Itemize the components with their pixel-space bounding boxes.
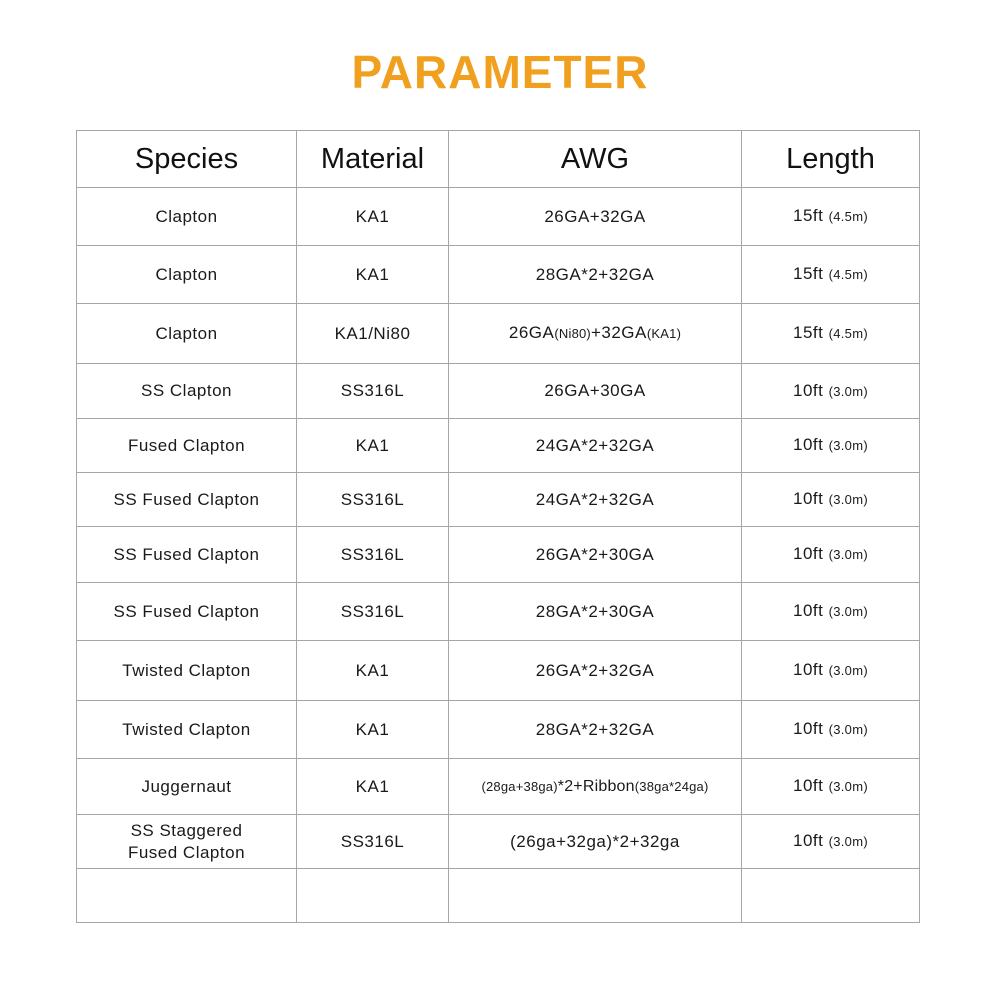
cell-length — [742, 759, 920, 815]
species-line: SS Staggered — [130, 820, 243, 840]
length-feet: 10ft — [793, 831, 824, 850]
cell-species: Fused Clapton — [77, 419, 297, 473]
length-feet: 15ft — [793, 323, 824, 342]
cell-awg — [449, 583, 742, 641]
awg-segment: (26ga+32ga)*2+32ga — [510, 831, 680, 851]
length-metric: (3.0m) — [828, 438, 868, 453]
cell-species: Twisted Clapton — [77, 701, 297, 759]
parameter-table — [76, 130, 920, 923]
table-row — [77, 815, 920, 869]
cell-length — [742, 246, 920, 304]
cell-species: Clapton — [77, 304, 297, 364]
awg-segment: 26GA*2+30GA — [535, 544, 655, 564]
cell-awg — [449, 759, 742, 815]
cell-material: SS316L — [297, 815, 449, 869]
table-row — [77, 473, 920, 527]
length-metric: (3.0m) — [828, 663, 868, 678]
length-metric: (4.5m) — [828, 267, 868, 282]
cell-species: Clapton — [77, 188, 297, 246]
awg-segment: +32GA — [590, 323, 647, 342]
awg-segment: (38ga*24ga) — [634, 779, 709, 794]
table-header-row — [77, 131, 920, 188]
cell-species: Twisted Clapton — [77, 641, 297, 701]
table-row — [77, 701, 920, 759]
cell-length — [742, 419, 920, 473]
cell-species: SS Fused Clapton — [77, 473, 297, 527]
length-metric: (3.0m) — [828, 604, 868, 619]
awg-segment: 26GA*2+32GA — [535, 660, 655, 680]
cell-material: KA1 — [297, 641, 449, 701]
table-row — [77, 759, 920, 815]
length-feet: 15ft — [793, 206, 824, 225]
cell-awg — [449, 364, 742, 419]
length-metric: (3.0m) — [828, 547, 868, 562]
cell-awg — [449, 701, 742, 759]
cell-material: SS316L — [297, 473, 449, 527]
awg-segment: (KA1) — [646, 326, 682, 341]
cell-awg — [449, 419, 742, 473]
length-feet: 10ft — [793, 489, 824, 508]
cell-length — [742, 527, 920, 583]
cell-length — [742, 869, 920, 923]
length-feet: 10ft — [793, 660, 824, 679]
header-length: Length — [742, 131, 920, 188]
cell-awg — [449, 188, 742, 246]
awg-segment: 26GA+30GA — [544, 381, 646, 400]
cell-length — [742, 701, 920, 759]
table-row — [77, 869, 920, 923]
cell-material: SS316L — [297, 364, 449, 419]
awg-segment: *2+Ribbon — [557, 778, 635, 795]
cell-material: KA1 — [297, 701, 449, 759]
cell-species: Clapton — [77, 246, 297, 304]
cell-length — [742, 473, 920, 527]
awg-segment: 24GA*2+32GA — [535, 489, 655, 509]
cell-species — [77, 815, 297, 869]
awg-segment: 24GA*2+32GA — [535, 435, 655, 455]
cell-species: SS Clapton — [77, 364, 297, 419]
table-body — [77, 188, 920, 923]
cell-material: KA1 — [297, 188, 449, 246]
header-awg: AWG — [449, 131, 742, 188]
cell-material: KA1/Ni80 — [297, 304, 449, 364]
length-metric: (4.5m) — [828, 209, 868, 224]
awg-segment: 28GA*2+30GA — [535, 601, 655, 621]
table-row — [77, 304, 920, 364]
header-material: Material — [297, 131, 449, 188]
cell-awg — [449, 304, 742, 364]
cell-material: KA1 — [297, 419, 449, 473]
length-feet: 10ft — [793, 776, 824, 795]
cell-material — [297, 869, 449, 923]
length-metric: (3.0m) — [828, 383, 868, 399]
cell-species: SS Fused Clapton — [77, 527, 297, 583]
cell-awg — [449, 246, 742, 304]
length-metric: (3.0m) — [828, 492, 868, 507]
table-row — [77, 246, 920, 304]
length-feet: 10ft — [793, 601, 824, 620]
table-row — [77, 364, 920, 419]
length-feet: 10ft — [793, 544, 824, 563]
length-metric: (4.5m) — [828, 326, 868, 341]
cell-awg — [449, 815, 742, 869]
table-row — [77, 527, 920, 583]
table-row — [77, 188, 920, 246]
length-metric: (3.0m) — [828, 722, 868, 737]
awg-segment: 26GA — [508, 323, 555, 342]
cell-awg — [449, 527, 742, 583]
cell-length — [742, 641, 920, 701]
table-row — [77, 641, 920, 701]
species-line: Fused Clapton — [127, 842, 246, 862]
length-feet: 10ft — [793, 435, 824, 454]
header-species: Species — [77, 131, 297, 188]
awg-segment: (28ga+38ga) — [481, 779, 558, 794]
length-metric: (3.0m) — [828, 834, 868, 849]
awg-segment: (Ni80) — [554, 326, 591, 341]
length-feet: 10ft — [793, 719, 824, 738]
cell-species — [77, 869, 297, 923]
cell-awg — [449, 641, 742, 701]
length-feet: 10ft — [793, 380, 824, 400]
table-row — [77, 583, 920, 641]
awg-segment: 28GA*2+32GA — [535, 719, 655, 739]
cell-material: KA1 — [297, 246, 449, 304]
table-row — [77, 419, 920, 473]
cell-length — [742, 364, 920, 419]
cell-awg — [449, 869, 742, 923]
awg-segment: 26GA+32GA — [544, 206, 646, 226]
cell-length — [742, 583, 920, 641]
cell-material: KA1 — [297, 759, 449, 815]
page-title: PARAMETER — [351, 46, 649, 98]
length-metric: (3.0m) — [828, 779, 868, 794]
length-feet: 15ft — [793, 264, 824, 283]
cell-length — [742, 815, 920, 869]
cell-species: SS Fused Clapton — [77, 583, 297, 641]
cell-material: SS316L — [297, 527, 449, 583]
cell-length — [742, 188, 920, 246]
cell-material: SS316L — [297, 583, 449, 641]
cell-species: Juggernaut — [77, 759, 297, 815]
cell-length — [742, 304, 920, 364]
cell-awg — [449, 473, 742, 527]
awg-segment: 28GA*2+32GA — [535, 264, 655, 284]
